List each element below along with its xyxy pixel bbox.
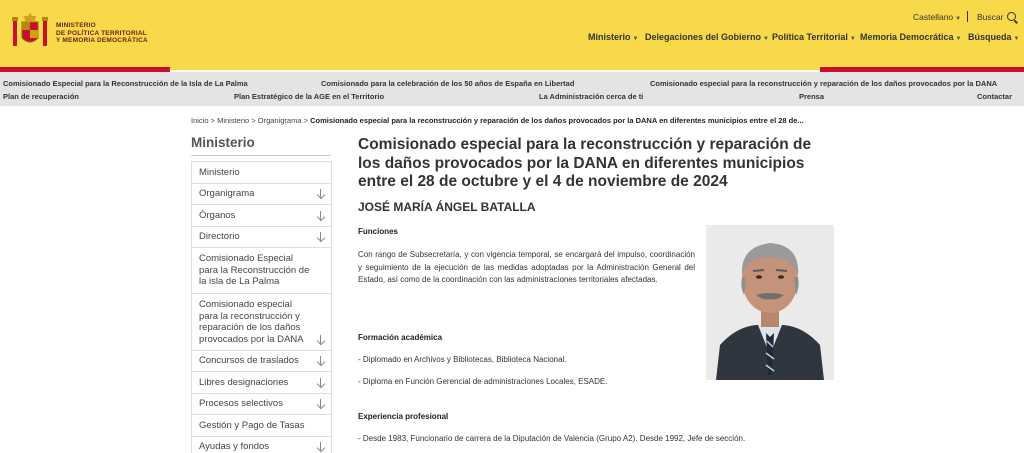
ministry-line-3: Y MEMORIA DEMOCRÁTICA — [56, 37, 148, 44]
site-header — [0, 0, 1024, 70]
language-label: Castellano — [913, 12, 954, 22]
sidebar-item-label: Ministerio — [199, 166, 240, 178]
sidebar-item-label: Comisionado especial para la reconstrucción y reparación de los daños provocados por la DANA — [199, 299, 304, 345]
nav-label: Ministerio — [588, 32, 631, 42]
sidebar-item-ministerio[interactable] — [192, 162, 331, 184]
main-nav — [0, 29, 1024, 44]
sidebar-item-label: Procesos selectivos — [199, 398, 283, 410]
chevron-down-icon: ▼ — [632, 36, 639, 42]
experiencia-item: - Desde 1983, Funcionario de carrera de la Diputación de Valencia (Grupo A2). Desde 1992, Jefe de sección. — [358, 434, 746, 443]
sidebar-item-procesos-selectivos[interactable] — [192, 394, 331, 415]
nav-label: Delegaciones del Gobierno — [645, 32, 762, 42]
nav-item-memoria-democratica[interactable] — [860, 32, 962, 42]
sidebar-menu — [191, 161, 332, 453]
sidebar-item-organos[interactable] — [192, 205, 331, 227]
sidebar-item-label: Libres designaciones — [199, 376, 289, 388]
arrow-down-icon[interactable] — [316, 378, 326, 388]
portrait-photo — [706, 225, 834, 380]
sidebar-item-libres-designaciones[interactable] — [192, 372, 331, 394]
sidebar-title: Ministerio — [191, 135, 255, 150]
person-name: JOSÉ MARÍA ÁNGEL BATALLA — [358, 200, 536, 214]
sidebar-item-label: Concursos de traslados — [199, 355, 299, 367]
chevron-down-icon: ▼ — [849, 36, 856, 42]
subnav-link-contactar[interactable]: Contactar — [977, 92, 1013, 101]
portrait-image — [706, 225, 834, 380]
formacion-item: - Diplomado en Archivos y Bibliotecas, Biblioteca Nacional. — [358, 355, 567, 364]
breadcrumb: Inicio > Ministerio > Organigrama > Comisionado especial para la reconstrucción y reparación de los daños provocados por la DANA en diferentes municipios entre el 28 de... — [191, 116, 804, 125]
subnav-link-prensa[interactable]: Prensa — [799, 92, 825, 101]
subnav-link-dana[interactable]: Comisionado especial para la reconstrucción y reparación de los daños provocados por la DANA — [650, 79, 998, 88]
nav-item-politica-territorial[interactable] — [772, 32, 856, 42]
breadcrumb-current: Comisionado especial para la reconstrucción y reparación de los daños provocados por la DANA en diferentes municipios entre el 28 de... — [310, 116, 804, 125]
search-icon[interactable] — [1007, 12, 1016, 21]
breadcrumb-inicio[interactable]: Inicio — [191, 116, 209, 125]
nav-label: Memoria Democrática — [860, 32, 954, 42]
ministry-line-2: DE POLÍTICA TERRITORIAL — [56, 29, 147, 37]
subnav-link-plan-recuperacion[interactable]: Plan de recuperación — [3, 92, 79, 101]
nav-item-busqueda[interactable] — [968, 32, 1019, 42]
sidebar-item-label: Comisionado Especial para la Reconstrucción de la isla de La Palma — [199, 253, 310, 288]
sidebar-item-label: Organigrama — [199, 188, 255, 200]
chevron-down-icon: ▼ — [955, 36, 962, 42]
breadcrumb-organigrama[interactable]: Organigrama — [257, 116, 302, 125]
formacion-item: - Diploma en Función Gerencial de administraciones Locales, ESADE. — [358, 377, 608, 386]
funciones-text: Con rango de Subsecretaría, y con vigencia temporal, se encargará del impulso, coordinación y seguimiento de la ejecución de las medidas adoptadas por la Administración General del Estado, así como de la coordinación con las administraciones territoriales afectadas. — [358, 250, 695, 284]
page-title: Comisionado especial para la reconstrucción y reparación de los daños provocados por la DANA en diferentes municipios entre el 28 de octubre y el 4 de noviembre de 2024 — [358, 136, 812, 190]
nav-item-delegaciones[interactable] — [645, 32, 769, 42]
arrow-down-icon[interactable] — [316, 335, 326, 345]
arrow-down-icon[interactable] — [316, 399, 326, 409]
arrow-down-icon[interactable] — [316, 442, 326, 452]
secondary-nav — [0, 72, 1024, 106]
arrow-down-icon[interactable] — [316, 356, 326, 366]
chevron-down-icon: ▼ — [955, 16, 962, 22]
sidebar-divider — [191, 155, 331, 156]
sidebar-item-concursos[interactable] — [192, 351, 331, 372]
sidebar-item-label: Ayudas y fondos — [199, 441, 270, 453]
subnav-link-50-anos[interactable]: Comisionado para la celebración de los 50 años de España en Libertad — [321, 79, 575, 88]
sidebar-item-tasas[interactable] — [192, 415, 331, 437]
top-separator — [967, 11, 968, 22]
sidebar-item-label: Órganos — [199, 209, 236, 221]
ministry-line-1: MINISTERIO — [56, 22, 96, 29]
sidebar-item-label: Directorio — [199, 231, 240, 243]
arrow-down-icon[interactable] — [316, 211, 326, 221]
sidebar-item-label: Gestión y Pago de Tasas — [199, 419, 305, 431]
sidebar-item-la-palma[interactable] — [192, 248, 331, 294]
subnav-link-administracion[interactable]: La Administración cerca de ti — [539, 92, 644, 101]
chevron-down-icon: ▼ — [1013, 36, 1020, 42]
formacion-heading: Formación académica — [358, 333, 443, 342]
nav-label: Política Territorial — [772, 32, 848, 42]
arrow-down-icon[interactable] — [316, 189, 326, 199]
search-link[interactable]: Buscar — [977, 12, 1004, 22]
breadcrumb-ministerio[interactable]: Ministerio — [217, 116, 250, 125]
sidebar-item-dana[interactable] — [192, 294, 331, 351]
experiencia-heading: Experiencia profesional — [358, 412, 449, 421]
language-selector[interactable] — [913, 12, 961, 22]
chevron-down-icon: ▼ — [763, 36, 769, 42]
sidebar-item-ayudas[interactable] — [192, 437, 331, 453]
nav-item-ministerio[interactable] — [588, 32, 638, 42]
sidebar-item-directorio[interactable] — [192, 227, 331, 248]
funciones-heading: Funciones — [358, 227, 399, 236]
nav-label: Búsqueda — [968, 32, 1012, 42]
arrow-down-icon[interactable] — [316, 232, 326, 242]
subnav-link-plan-estrategico[interactable]: Plan Estratégico de la AGE en el Territorio — [234, 92, 385, 101]
subnav-link-la-palma[interactable]: Comisionado Especial para la Reconstrucción de la Isla de La Palma — [3, 79, 248, 88]
sidebar-item-organigrama[interactable] — [192, 184, 331, 205]
